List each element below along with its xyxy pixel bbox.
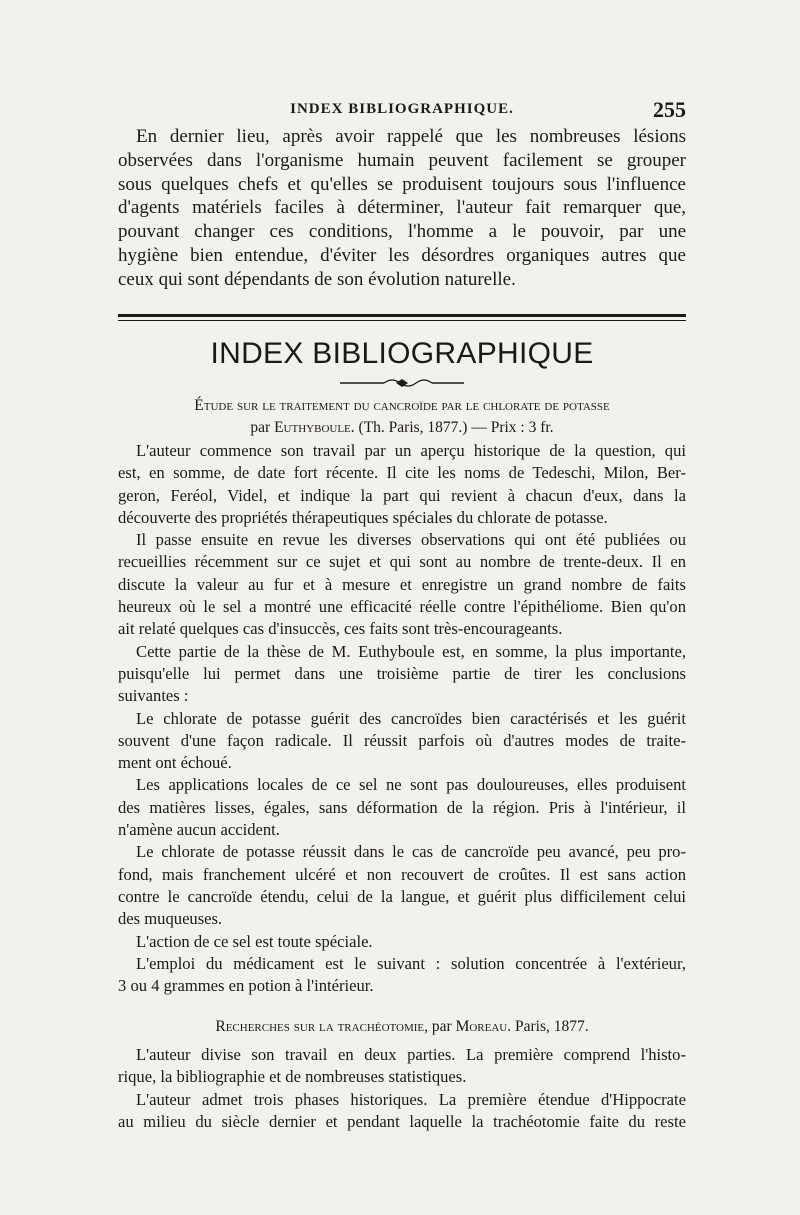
text-line: Il passe ensuite en revue les diverses observations qui ont été publiées ou [136,530,686,550]
text-line: hygiène bien entendue, d'éviter les désordres organiques autres que [118,244,686,266]
entry-heading [118,1016,686,1038]
text-line: geron, Feréol, Videl, et indique la part qui revient à chacun d'eux, dans la [118,485,686,505]
running-head [118,97,686,121]
ornament-divider [340,376,464,390]
text-line: heureux où le sel a montré une efficacité réelle contre l'épithéliome. Bien qu'on [118,597,686,617]
entry-author: Moreau [455,1018,508,1035]
text-line: des muqueuses. [118,909,223,929]
section-title: INDEX BIBLIOGRAPHIQUE [210,337,594,370]
text-line: Le chlorate de potasse guérit des cancroïdes bien caractérisés et les guérit [136,708,686,728]
entry-citation [118,417,686,439]
text-line: L'auteur admet trois phases historiques. La première étendue d'Hippocrate [136,1089,686,1109]
entry-author: Euthyboule [274,419,351,436]
text-line: fond, mais franchement ulcéré et non recouvert de croûtes. Il est sans action [118,864,686,884]
text-line: n'amène aucun accident. [118,820,280,840]
text-line: au milieu du siècle dernier et pendant laquelle la trachéotomie faite du reste [118,1111,686,1131]
citation-prefix: par [250,419,275,436]
text-line: discute la valeur au fur et à mesure et enregistre un grand nombre de faits [118,574,686,594]
text-line: ait relaté quelques cas d'insuccès, ces faits sont très-encourageants. [118,619,563,639]
text-line: ment ont échoué. [118,753,232,773]
entry-body [118,440,686,997]
text-line: découverte des propriétés thérapeutiques spéciales du chlorate de potasse. [118,507,608,527]
text-line: En dernier lieu, après avoir rappelé que les nombreuses lésions [136,126,686,147]
text-line: 3 ou 4 grammes en potion à l'intérieur. [118,976,374,996]
text-line: Le chlorate de potasse réussit dans le cas de cancroïde peu avancé, peu pro- [136,842,686,862]
entry-title: Recherches sur la trachéotomie [215,1018,425,1035]
text-line: L'emploi du médicament est le suivant : solution concentrée à l'extérieur, [136,953,686,973]
page-number: 255 [653,97,686,122]
entry-title: Étude sur le traitement du cancroïde par le chlorate de potasse [194,397,610,414]
citation-details: . (Th. Paris, 1877.) — Prix : 3 fr. [350,419,554,436]
text-line: contre le cancroïde étendu, celui de la langue, et guérit plus difficilement celui [118,886,686,906]
text-line: suivantes : [118,686,189,706]
entry-body [118,1044,686,1133]
text-line: L'action de ce sel est toute spéciale. [136,931,373,951]
text-line: souvent d'une façon radicale. Il réussit parfois où d'autres modes de traite- [118,730,686,750]
text-line: des matières lisses, égales, sans déformation de la région. Pris à l'intérieur, il [118,797,686,817]
text-line: Les applications locales de ce sel ne sont pas douloureuses, elles produisent [136,775,686,795]
citation-separator: , par [424,1018,456,1035]
text-line: puisqu'elle lui permet dans une troisième partie de tirer les conclusions [118,663,686,683]
entry-heading [118,395,686,439]
text-line: d'agents matériels faciles à déterminer, l'auteur fait remarquer que, [118,197,686,219]
section-divider-thick [118,314,686,317]
text-line: recueillies récemment sur ce sujet et qui sont au nombre de trente-deux. Il en [118,552,686,572]
entry-citation [118,1016,686,1038]
citation-details: . Paris, 1877. [507,1018,589,1035]
text-line: L'auteur divise son travail en deux parties. La première comprend l'histo- [136,1045,686,1064]
text-line: est, en somme, de date fort récente. Il cite les noms de Tedeschi, Milon, Ber- [118,463,686,483]
text-line: observées dans l'organisme humain peuvent facilement se grouper [118,149,686,171]
text-line: ceux qui sont dépendants de son évolution naturelle. [118,268,516,290]
running-head-title: INDEX BIBLIOGRAPHIQUE. [290,101,514,117]
text-line: Cette partie de la thèse de M. Euthyboule est, en somme, la plus importante, [136,641,686,661]
text-line: pouvant changer ces conditions, l'homme a le pouvoir, par une [118,221,686,243]
intro-paragraph [118,125,686,292]
section-divider-thin [118,320,686,321]
text-line: L'auteur commence son travail par un aperçu historique de la question, qui [136,441,686,460]
text-line: rique, la bibliographie et de nombreuses statistiques. [118,1067,467,1087]
text-line: sous quelques chefs et qu'elles se produisent toujours sous l'influence [118,173,686,195]
